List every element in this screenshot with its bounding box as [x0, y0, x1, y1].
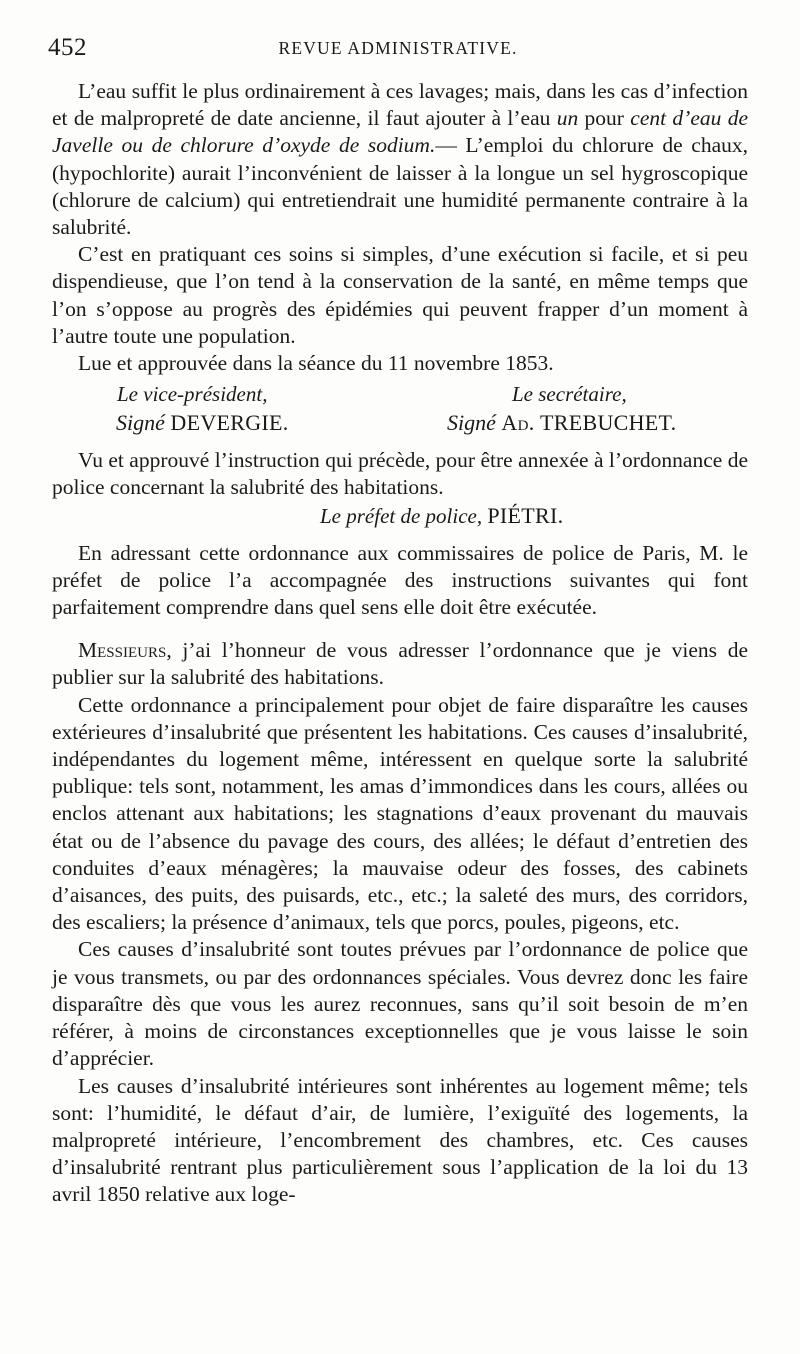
prefet-signature — [52, 502, 748, 530]
text-run: pour — [578, 106, 631, 131]
signed-label: Signé — [447, 410, 496, 436]
paragraph-soins: C’est en pratiquant ces soins si simples, d’une exécution si facile, et si peu dispendieuse, que l’on tend à la conservation de la santé, en même temps que l’on s’oppose au progrès des épidémies qui peuvent frapper d’un moment à l’autre toute une population. — [52, 242, 748, 348]
paragraph-adressant: En adressant cette ordonnance aux commissaires de police de Paris, M. le préfet de police l’a accompagnée des instructions suivantes qui font parfaitement comprendre dans quel sens elle doit être exécutée. — [52, 540, 748, 620]
signature-trebuchet — [447, 409, 676, 436]
paragraph-lavages — [52, 78, 748, 241]
paragraph-causes-interieures: Les causes d’insalubrité intérieures sont inhérentes au logement même; tels sont: l’humidité, le défaut d’air, de lumière, l’exiguïté des logements, la malpropreté intérieure, l’encombrement des chambres, etc. Ces causes d’insalubrité rentrant plus particulièrement sous l’application de la loi du 13 avril 1850 relative aux loge- — [52, 1073, 748, 1207]
paragraph-messieurs — [52, 637, 748, 691]
page-number: 452 — [48, 34, 87, 61]
paragraph-seance: Lue et approuvée dans la séance du 11 novembre 1853. — [78, 351, 554, 376]
paragraph-causes-prevues: Ces causes d’insalubrité sont toutes prévues par l’ordonnance de police que je vous transmets, ou par des ordonnances spéciales. Vous devrez donc les faire disparaître dès que vous les aurez reconnues, sans qu’il soit besoin de m’en référer, à moins de circonstances exceptionnelles que je vous laisse le soin d’apprécier. — [52, 937, 748, 1071]
signed-initial: Ad. — [501, 410, 535, 436]
running-head: REVUE ADMINISTRATIVE. — [278, 38, 518, 58]
document-body — [52, 78, 748, 1209]
paragraph-causes-exterieures: Cette ordonnance a principalement pour objet de faire disparaître les causes extérieures d’insalubrité que présentent les habitations. Ces causes d’insalubrité, indépendantes du logement même, intéressent en quelque sorte la salubrité publique: tels sont, notamment, les amas d’immondices dans les cours, allées ou enclos attenant aux habitations; les stagnations d’eaux provenant du mauvais état ou de l’absence du pavage des cours, des allées; le défaut d’entretien des conduites d’eaux ménagères; la mauvaise odeur des fosses, des cabinets d’aisances, des puits, des puisards, etc., etc.; la saleté des murs, des corridors, des escaliers; la présence d’animaux, tels que porcs, poules, pigeons, etc. — [52, 692, 748, 935]
text-run: L’eau suffit le plus ordinairement à ces lavages; mais, dans les cas d’infection et de malpropreté de date ancienne, il faut ajouter à l’eau — [52, 79, 748, 131]
signed-label: Signé — [116, 410, 165, 436]
text-run: — L’emploi du chlorure de chaux, (hypochlorite) aurait l’inconvénient de laisser à la longue un sel hygroscopique (chlorure de calcium) qui entretiendrait une humidité permanente contraire à la salubrité. — [52, 133, 748, 240]
prefet-title: Le préfet de police, — [320, 503, 483, 528]
secretary-title: Le secrétaire, — [512, 382, 627, 407]
prefet-signature-line — [320, 502, 563, 530]
page-header — [48, 34, 748, 64]
signature-titles — [52, 381, 748, 409]
prefet-name: PIÉTRI. — [487, 502, 564, 528]
text-run-italic: un — [556, 106, 579, 131]
signature-names — [52, 409, 748, 437]
salutation: Messieurs — [78, 638, 167, 663]
paragraph-vu-approuve: Vu et approuvé l’instruction qui précède, pour être annexée à l’ordonnance de police concernant la salubrité des habitations. — [52, 448, 748, 500]
text-run: , j’ai l’honneur de vous adresser l’ordonnance que je viens de publier sur la salubrité des habitations. — [52, 638, 748, 690]
text-run-italic: cent d’eau de Javelle ou de chlorure d’oxyde de sodium. — [52, 106, 748, 158]
signature-devergie — [116, 409, 289, 436]
vice-president-title: Le vice-président, — [117, 382, 268, 407]
signed-name: TREBUCHET. — [540, 410, 677, 436]
signed-name: DEVERGIE. — [170, 410, 289, 436]
